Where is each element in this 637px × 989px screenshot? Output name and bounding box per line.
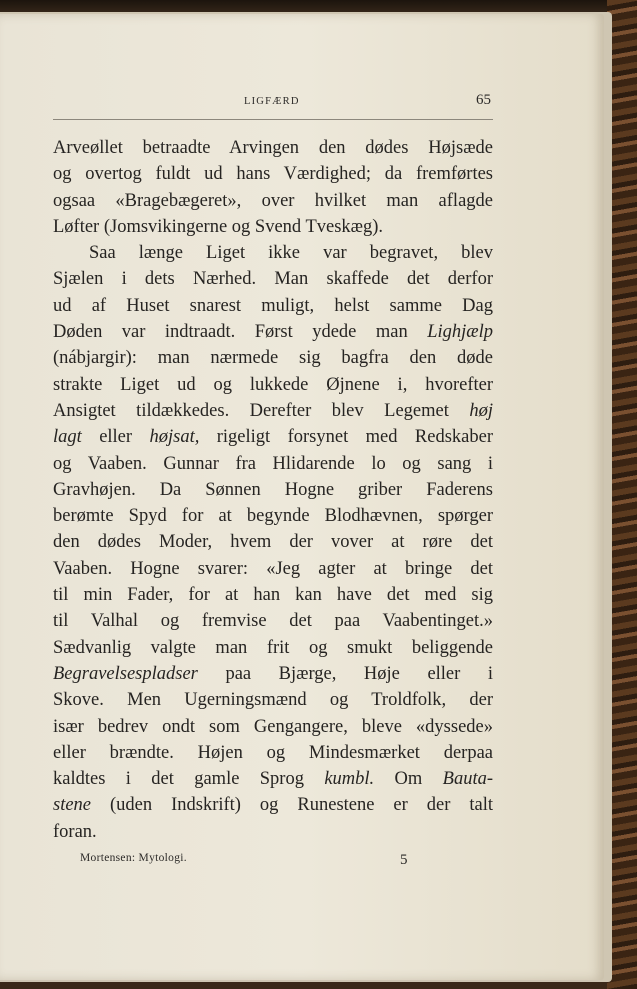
text-segment: (uden Indskrift) og Runestene er der talt [91, 795, 493, 816]
italic-term: Bauta- [442, 769, 494, 790]
text-line [53, 240, 493, 266]
text-line [53, 372, 493, 398]
italic-term: Lighjælp [427, 322, 493, 343]
text-line [53, 556, 493, 582]
italic-term: stene [53, 795, 92, 816]
text-line [53, 635, 493, 661]
text-segment: især bedrev ondt som Gengangere, bleve «dyssede» [53, 716, 493, 737]
text-segment: og overtog fuldt ud hans Værdighed; da fremførtes [53, 164, 493, 185]
text-segment: (nábjargir): man nærmede sig bagfra den døde [53, 348, 493, 369]
text-segment: Skove. Men Ugerningsmænd og Troldfolk, der [53, 690, 493, 711]
text-line [53, 714, 493, 740]
text-segment: Sjælen i dets Nærhed. Man skaffede det derfor [53, 269, 493, 290]
text-segment: paa Bjærge, Høje eller i [197, 663, 493, 684]
running-head: LIGFÆRD [244, 96, 300, 107]
text-segment: Gravhøjen. Da Sønnen Hogne griber Faderens [53, 479, 493, 500]
text-segment: Løfter (Jomsvikingerne og Svend Tveskæg). [53, 216, 384, 237]
text-line [53, 135, 493, 161]
signature-mark: 5 [400, 852, 408, 868]
text-segment: til Valhal og fremvise det paa Vaabentinget.» [53, 611, 493, 632]
text-segment: strakte Liget ud og lukkede Øjnene i, hvorefter [53, 374, 493, 395]
text-line [53, 582, 493, 608]
text-line [53, 398, 493, 424]
text-line [53, 477, 493, 503]
text-segment: ogsaa «Bragebægeret», over hvilket man aflagde [53, 190, 493, 211]
text-segment: kaldtes i det gamle Sprog [53, 769, 325, 790]
text-segment: Ansigtet tildækkedes. Derefter blev Legemet [53, 400, 470, 421]
text-line [53, 661, 493, 687]
text-line [53, 608, 493, 634]
italic-term: kumbl. [324, 769, 375, 790]
italic-term: høj [469, 400, 493, 421]
text-line [53, 214, 493, 240]
text-line [53, 424, 493, 450]
text-segment: Arveøllet betraadte Arvingen den dødes Højsæde [53, 138, 493, 158]
text-line [53, 740, 493, 766]
text-line [53, 529, 493, 555]
text-segment: Saa længe Liget ikke var begravet, blev [89, 243, 493, 264]
text-segment: Døden var indtraadt. Først ydede man [53, 322, 428, 343]
text-segment: rigeligt forsynet med Redskaber [199, 427, 493, 448]
text-segment: berømte Spyd for at begynde Blodhævnen, spørger [53, 506, 493, 527]
text-line [53, 345, 493, 371]
header-rule [53, 119, 493, 120]
text-segment: til min Fader, for at han kan have det med sig [53, 585, 493, 606]
printer-signature: Mortensen: Mytologi. [80, 852, 187, 864]
text-line [53, 293, 493, 319]
text-line [53, 161, 493, 187]
italic-term: lagt [53, 427, 82, 448]
text-line [53, 266, 493, 292]
text-segment: Sædvanlig valgte man frit og smukt beliggende [53, 637, 493, 658]
text-segment: den dødes Moder, hvem der vover at røre det [53, 532, 493, 553]
text-segment: og Vaaben. Gunnar fra Hlidarende lo og sang i [53, 453, 493, 474]
text-line [53, 451, 493, 477]
body-text [53, 135, 493, 845]
italic-term: Begravelsespladser [53, 663, 198, 684]
text-line [53, 503, 493, 529]
text-segment: Vaaben. Hogne svarer: «Jeg agter at bringe det [53, 558, 493, 579]
italic-term: højsat, [149, 427, 200, 448]
text-segment: foran. [53, 821, 97, 842]
text-line [53, 766, 493, 792]
text-segment: eller brændte. Højen og Mindesmærket derpaa [53, 742, 493, 763]
text-line [53, 792, 493, 818]
text-segment: Om [374, 769, 443, 790]
page-number: 65 [476, 92, 491, 108]
text-line [53, 687, 493, 713]
text-segment: ud af Huset snarest muligt, helst samme Dag [53, 295, 493, 316]
text-line [53, 819, 493, 845]
text-line [53, 188, 493, 214]
text-segment: eller [81, 427, 150, 448]
text-line [53, 319, 493, 345]
